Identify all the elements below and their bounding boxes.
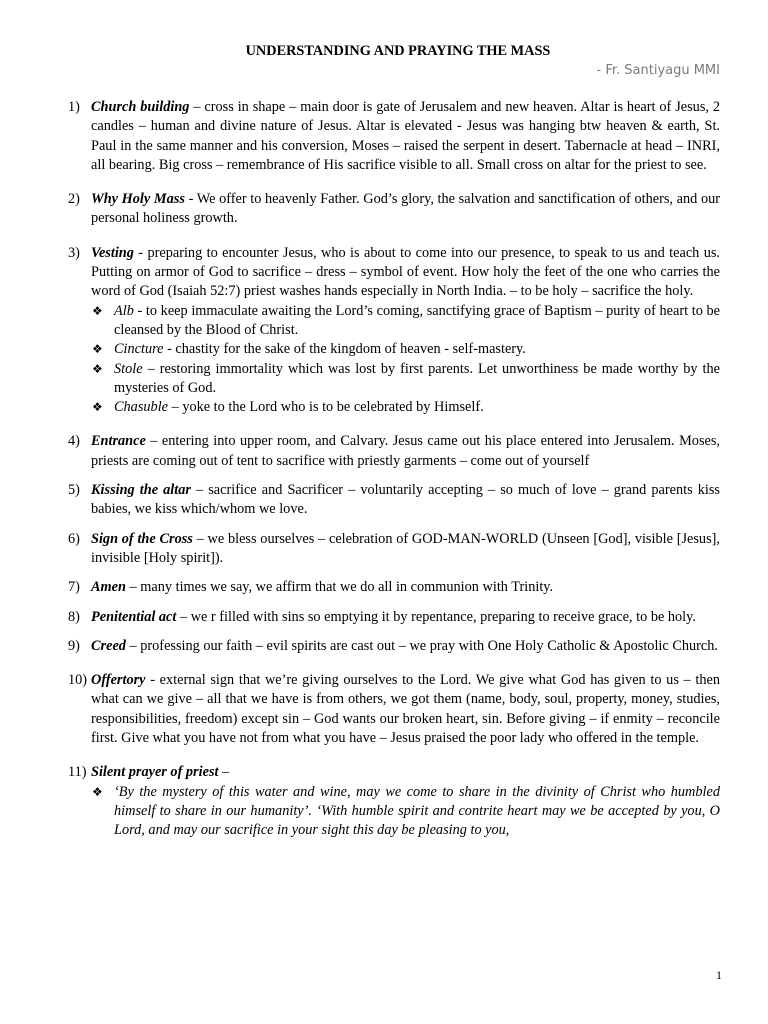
list-item [68,244,720,302]
item-number: 11) [68,764,87,781]
item-term: Sign of the Cross [91,530,193,547]
item-text: – entering into upper room, and Calvary. Jesus came out his place entered into Jerusalem. Moses, priests are coming out of tent to sacrifice with priestly garments – come out of yourself [91,433,720,469]
item-text: - preparing to encounter Jesus, who is about to come into our presence, to speak to us and teach us. Putting on armor of God to sacrifice – dress – symbol of event. How holy the feet of the one who carries the word of God (Isaiah 52:7) priest washes hands especially in North India. – to be holy – sacrifice the holy. [91,244,720,300]
item-term: Vesting [91,244,134,261]
sub-text: - chastity for the sake of the kingdom of heaven - self-mastery. [163,341,526,358]
diamond-bullet-icon: ❖ [92,361,103,376]
item-text: – sacrifice and Sacrificer – voluntarily accepting – so much of love – grand parents kiss babies, we kiss which/whom we love. [91,482,720,518]
list-item [68,530,720,569]
item-text: – professing our faith – evil spirits are cast out – we pray with One Holy Catholic & Apostolic Church. [125,637,718,654]
sub-list-item [68,398,720,417]
author-line: - Fr. Santiyagu MMI [596,63,720,78]
diamond-bullet-icon: ❖ [92,342,103,357]
numbered-list [68,98,720,841]
item-number: 4) [68,433,80,450]
item-text: – we r filled with sins so emptying it by repentance, preparing to receive grace, to be holy. [176,608,696,625]
item-term: Penitential act [91,608,177,625]
item-text: - external sign that we’re giving ourselves to the Lord. We give what God has given to us – then what can we give – all that we have is from others, we got them (name, body, soul, property, money, studies, responsibilities, freedom) except sin – God wants our broken heart, sin. Before giving – if enmity – reconcile first. Give what you have not from what you have – Jesus praised the poor lady who offered in the temple. [91,672,720,747]
item-number: 7) [68,579,80,596]
item-text: – cross in shape – main door is gate of Jerusalem and new heaven. Altar is heart of Jesus, 2 candles – human and divine nature of Jesus. Altar is elevated - Jesus was hanging btw heaven & earth, St. Paul in the same manner and his conversion, Moses – raised the serpent in desert. Tabernacle at head – INRI, all bearing. Big cross – remembrance of His sacrifice visible to all. Small cross on altar for the priest to see. [91,99,720,173]
list-item [68,98,720,175]
sub-term: Stole [114,360,143,377]
item-number: 8) [68,608,80,625]
list-item [68,763,720,782]
document-title: UNDERSTANDING AND PRAYING THE MASS [245,43,551,59]
item-term: Creed [91,637,126,654]
sub-text: – yoke to the Lord who is to be celebrated by Himself. [168,399,484,416]
list-item [68,190,720,229]
item-term: Offertory [91,672,146,689]
diamond-bullet-icon: ❖ [92,400,103,415]
list-item [68,578,720,597]
item-term: Amen [91,579,126,596]
sub-text: - to keep immaculate awaiting the Lord’s coming, sanctifying grace of Baptism – purity of heart to be cleansed by the Blood of Christ. [114,302,720,338]
vestment-sublist [68,302,720,418]
item-number: 2) [68,191,80,208]
prayer-quote: ‘By the mystery of this water and wine, may we come to share in the divinity of Christ who humbled himself to share in our humanity’. ‘With humble spirit and contrite heart may we be accepted by you, O Lord, and may our sacrifice in your sight this day be pleasing to you, [114,783,720,839]
item-number: 9) [68,637,80,654]
item-number: 3) [68,244,80,261]
sub-list-item [68,360,720,399]
item-term: Entrance [91,433,146,450]
item-text: – many times we say, we affirm that we do all in communion with Trinity. [125,579,554,596]
sub-text: – restoring immortality which was lost by first parents. Let unworthiness be made worthy by the mysteries of God. [114,360,720,396]
prayer-sublist [68,783,720,841]
item-text: - We offer to heavenly Father. God’s glory, the salvation and sanctification of others, and our personal holiness growth. [91,191,721,227]
item-term: Church building [91,99,190,115]
item-text: – we bless ourselves – celebration of GOD-MAN-WORLD (Unseen [God], visible [Jesus], invisible [Holy spirit]). [91,530,720,566]
item-term: Why Holy Mass [91,191,185,208]
item-term: Silent prayer of priest [91,764,219,781]
sub-list-item [68,302,720,341]
item-term: Kissing the altar [91,482,191,499]
item-number: 10) [68,672,88,689]
sub-term: Chasuble [114,399,169,416]
diamond-bullet-icon: ❖ [92,303,103,318]
item-text: – [218,764,230,781]
list-item [68,481,720,520]
sub-term: Cincture [114,341,164,358]
sub-list-item [68,783,720,841]
page-number: 1 [716,968,722,982]
item-number: 6) [68,530,80,547]
sub-list-item [68,340,720,359]
diamond-bullet-icon: ❖ [92,784,103,799]
list-item [68,432,720,471]
list-item [68,637,720,656]
sub-term: Alb [114,302,134,319]
list-item [68,671,720,748]
list-item [68,608,720,627]
item-number: 1) [68,99,80,115]
item-number: 5) [68,482,80,499]
